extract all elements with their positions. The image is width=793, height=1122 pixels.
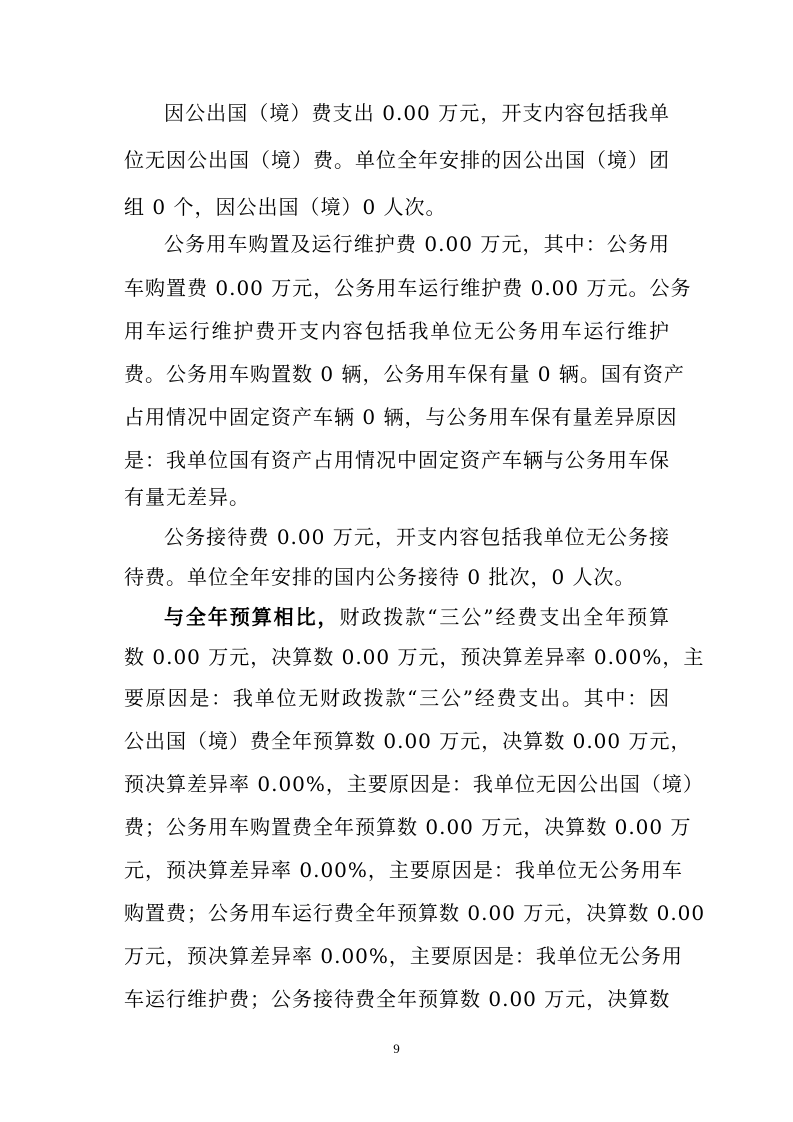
paragraph-line <box>164 605 670 629</box>
paragraph-line: 位无因公出国（境）费。单位全年安排的因公出国（境）团 <box>124 148 670 172</box>
paragraph-line: 数 0.00 万元，决算数 0.00 万元，预决算差异率 0.00%，主 <box>124 645 705 669</box>
paragraph-line: 费；公务用车购置费全年预算数 0.00 万元，决算数 0.00 万 <box>124 815 692 839</box>
paragraph-line: 要原因是：我单位无财政拨款“三公”经费支出。其中：因 <box>124 686 670 710</box>
paragraph-line: 公务接待费 0.00 万元，开支内容包括我单位无公务接 <box>164 525 670 549</box>
paragraph-line: 预决算差异率 0.00%，主要原因是：我单位无因公出国（境） <box>124 772 704 796</box>
paragraph-line: 车运行维护费；公务接待费全年预算数 0.00 万元，决算数 <box>124 987 671 1011</box>
paragraph-line: 用车运行维护费开支内容包括我单位无公务用车运行维护 <box>124 319 670 343</box>
paragraph-line: 费。公务用车购置数 0 辆，公务用车保有量 0 辆。国有资产 <box>124 362 685 386</box>
paragraph-line: 购置费；公务用车运行费全年预算数 0.00 万元，决算数 0.00 <box>124 901 706 925</box>
paragraph-line: 占用情况中固定资产车辆 0 辆，与公务用车保有量差异原因 <box>124 405 678 429</box>
paragraph-line: 是：我单位国有资产占用情况中固定资产车辆与公务用车保 <box>124 448 670 472</box>
paragraph-line: 有量无差异。 <box>124 485 250 509</box>
paragraph-line: 元，预决算差异率 0.00%，主要原因是：我单位无公务用车 <box>124 858 683 882</box>
paragraph-line: 组 0 个，因公出国（境）0 人次。 <box>124 195 447 219</box>
page-number: 9 <box>393 1041 400 1056</box>
bold-lead-phrase: 与全年预算相比， <box>164 605 340 629</box>
paragraph-line-text: 财政拨款“三公”经费支出全年预算 <box>339 605 671 629</box>
paragraph-line: 因公出国（境）费支出 0.00 万元，开支内容包括我单 <box>164 101 670 125</box>
paragraph-line: 待费。单位全年安排的国内公务接待 0 批次，0 人次。 <box>124 565 636 589</box>
paragraph-line: 公务用车购置及运行维护费 0.00 万元，其中：公务用 <box>164 232 670 256</box>
paragraph-line: 公出国（境）费全年预算数 0.00 万元，决算数 0.00 万元， <box>124 729 692 753</box>
paragraph-line: 万元，预决算差异率 0.00%，主要原因是：我单位无公务用 <box>124 944 683 968</box>
paragraph-line: 车购置费 0.00 万元，公务用车运行维护费 0.00 万元。公务 <box>124 276 692 300</box>
